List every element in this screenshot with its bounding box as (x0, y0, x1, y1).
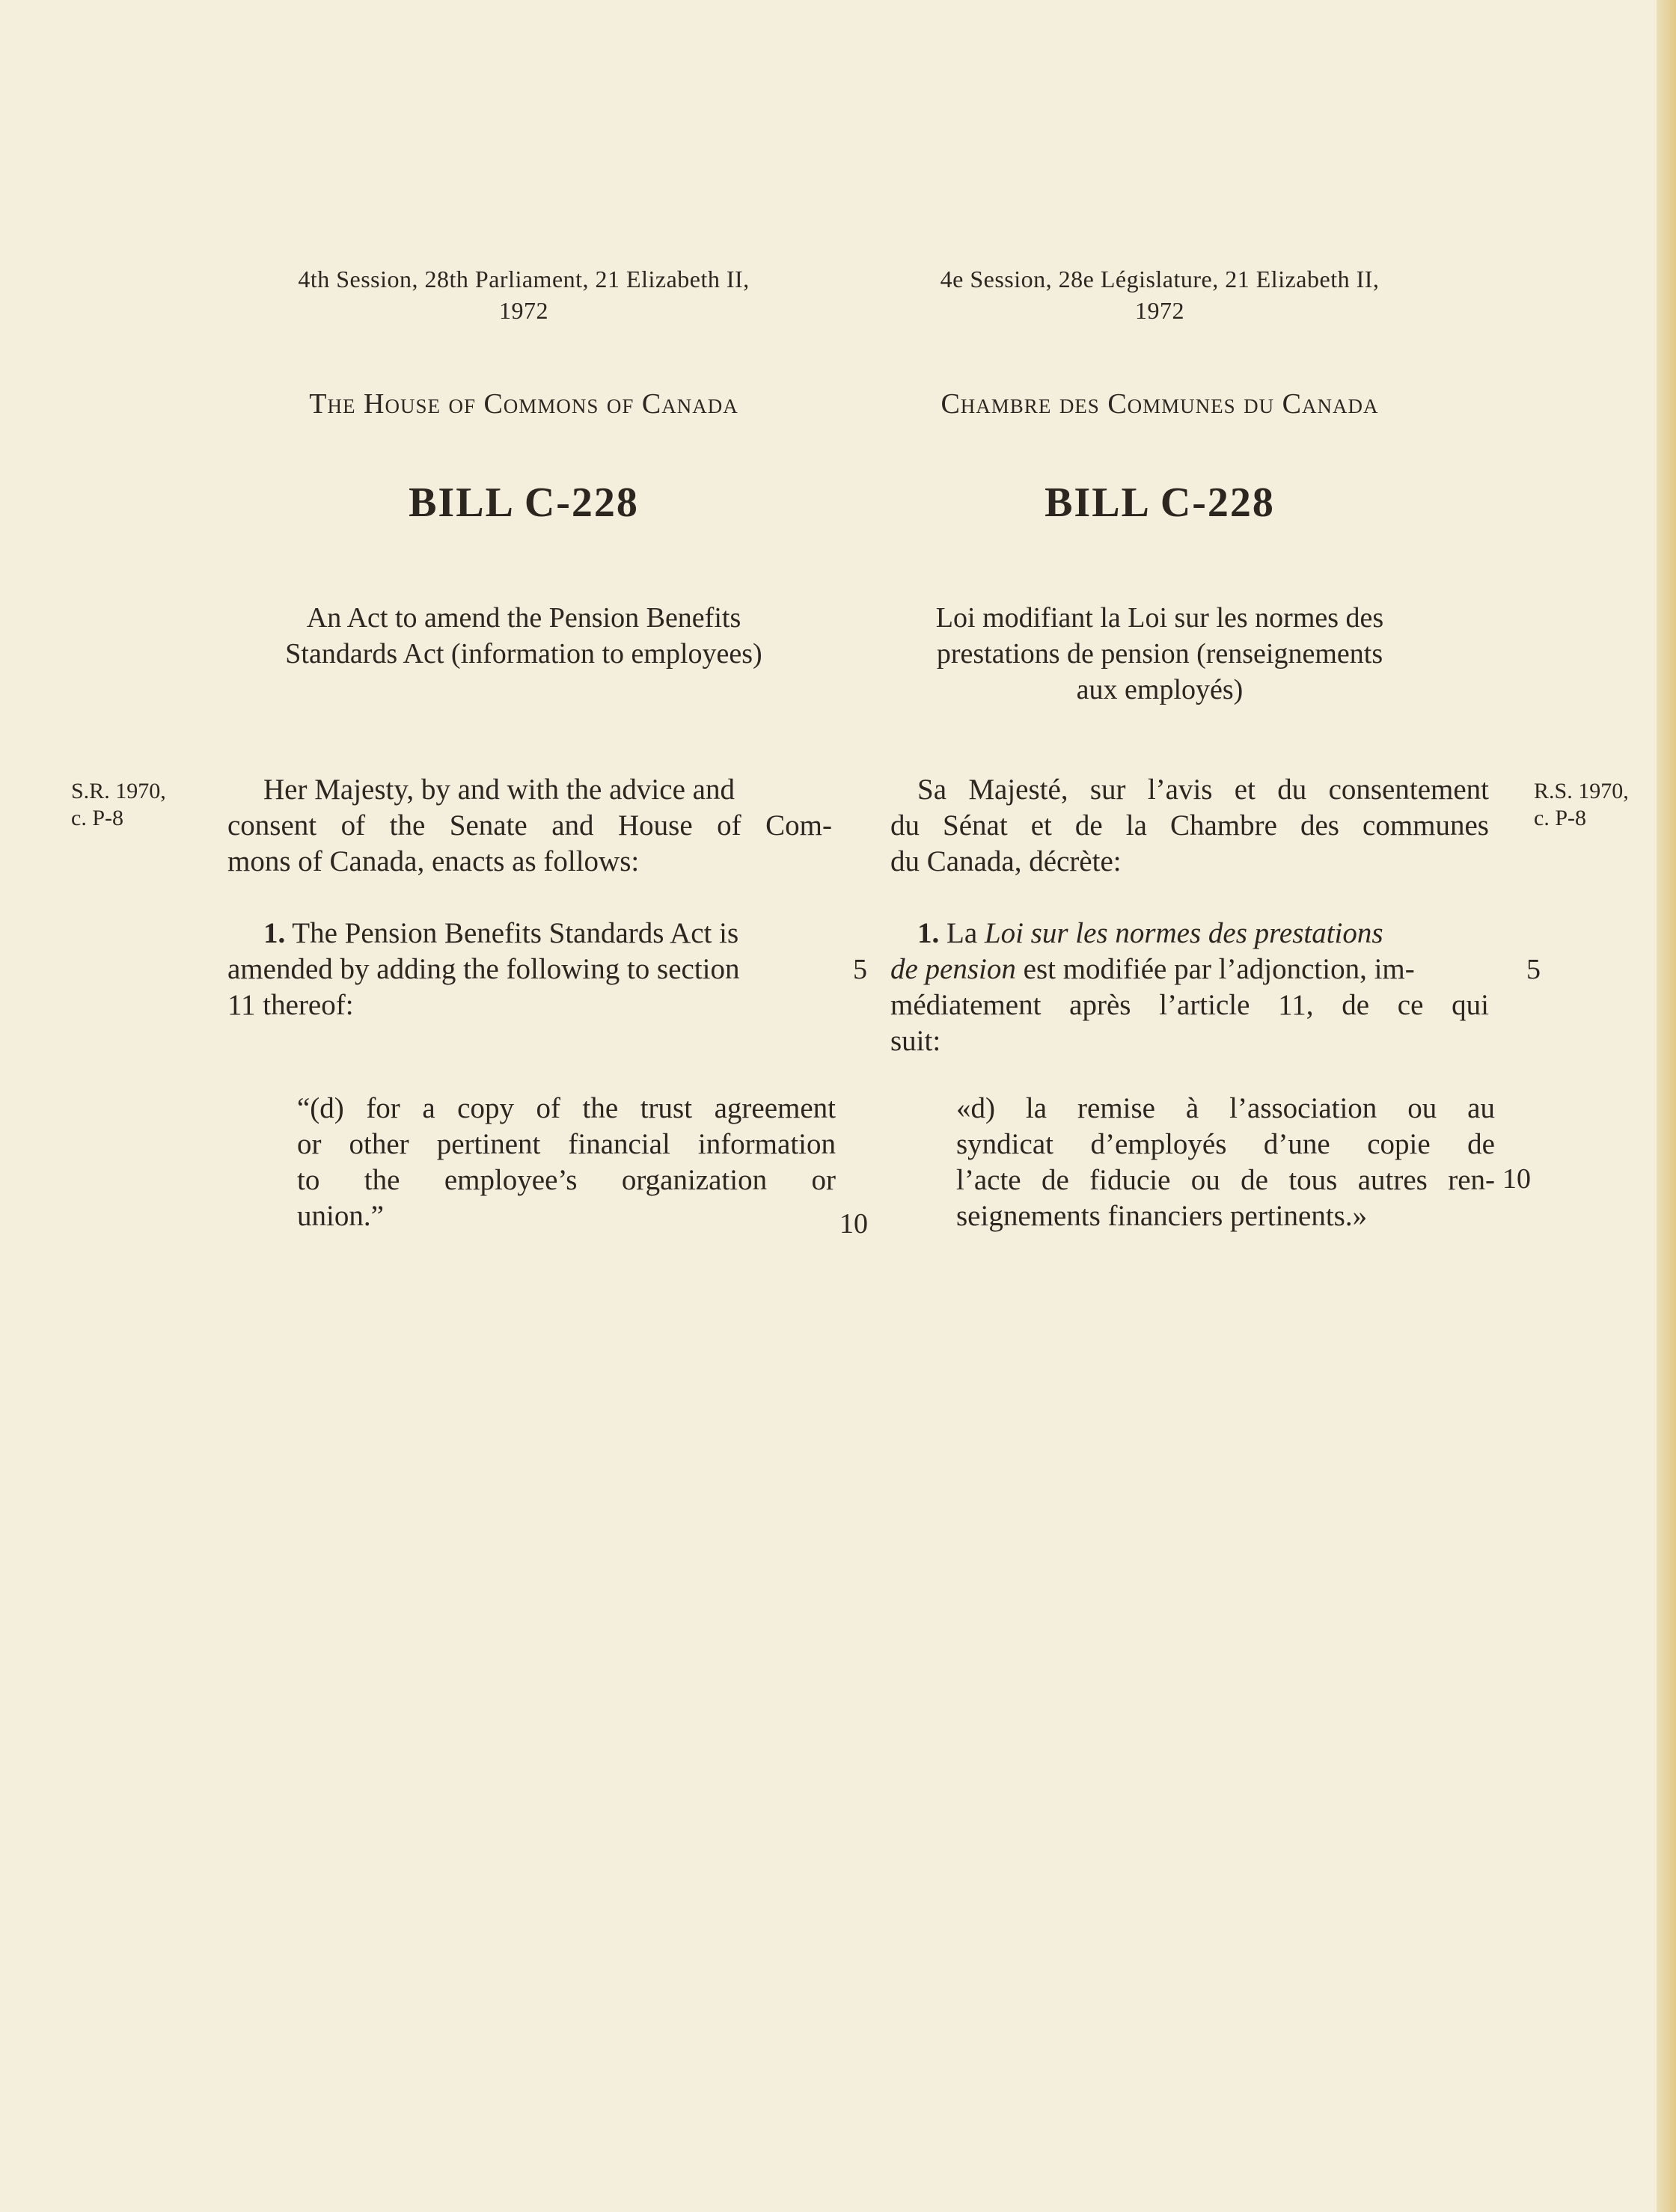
en-section-line: amended by adding the following to section (227, 953, 740, 985)
fr-enacting-line: du Sénat et de la Chambre des communes (890, 809, 1489, 842)
fr-clause-line: «d) la remise à l’association ou au (956, 1092, 1495, 1124)
fr-section-number: 1. (917, 917, 940, 949)
fr-bill-number: BILL C-228 (1045, 480, 1275, 526)
page-edge-shadow (1657, 0, 1676, 2212)
en-enacting-clause (227, 772, 832, 880)
fr-bill-title (868, 600, 1452, 708)
en-marginal-line: c. P-8 (71, 806, 123, 830)
en-line-number-5: 5 (853, 954, 867, 985)
en-marginal-line: S.R. 1970, (71, 779, 166, 803)
fr-section-text: La (939, 917, 985, 949)
en-section-number: 1. (263, 917, 286, 949)
en-clause-line: “(d) for a copy of the trust agreement (297, 1092, 836, 1124)
fr-enacting-clause (890, 772, 1489, 880)
fr-session-year: 1972 (1135, 297, 1184, 324)
en-session-header (217, 263, 831, 326)
fr-session-header (868, 263, 1452, 326)
en-clause-line: or other pertinent financial information (297, 1128, 836, 1160)
en-amendment-clause (297, 1091, 836, 1234)
fr-marginal-line: c. P-8 (1534, 806, 1586, 830)
en-session-year: 1972 (499, 297, 548, 324)
fr-session-line: 4e Session, 28e Législature, 21 Elizabeth II, (940, 266, 1380, 292)
en-bill-number: BILL C-228 (409, 480, 639, 526)
fr-enacting-line: du Canada, décrète: (890, 845, 1122, 877)
fr-section-text: est modifiée par l’adjonction, im- (1015, 953, 1415, 985)
fr-marginal-note (1534, 778, 1669, 832)
fr-section-1 (890, 916, 1489, 1059)
en-section-text: The Pension Benefits Standards Act is (285, 917, 739, 949)
en-title-line: Standards Act (information to employees) (285, 638, 762, 670)
fr-marginal-line: R.S. 1970, (1534, 779, 1629, 803)
fr-enacting-line: Sa Majesté, sur l’avis et du consentement (917, 773, 1489, 806)
fr-act-name: Loi sur les normes des prestations (984, 917, 1383, 949)
en-house-name: The House of Commons of Canada (309, 388, 738, 420)
fr-section-line: suit: (890, 1025, 941, 1057)
en-enacting-line: consent of the Senate and House of Com- (227, 809, 832, 842)
fr-act-name: de pension (890, 953, 1016, 985)
fr-title-line: prestations de pension (renseignements (936, 638, 1383, 670)
en-section-line: 11 thereof: (227, 989, 354, 1021)
fr-section-line: médiatement après l’article 11, de ce qui (890, 989, 1489, 1021)
fr-title-line: Loi modifiant la Loi sur les normes des (935, 602, 1384, 634)
en-bill-title (217, 600, 831, 672)
en-enacting-line: Her Majesty, by and with the advice and (263, 773, 735, 806)
en-marginal-note (71, 778, 221, 832)
fr-line-number-10: 10 (1502, 1163, 1531, 1195)
en-line-number-10: 10 (839, 1208, 868, 1240)
fr-house-name: Chambre des Communes du Canada (941, 388, 1379, 420)
fr-title-line: aux employés) (1076, 674, 1244, 705)
en-clause-line: union.” (297, 1200, 384, 1232)
fr-clause-line: syndicat d’employés d’une copie de (956, 1128, 1495, 1160)
fr-clause-line: seignements financiers pertinents.» (956, 1200, 1368, 1232)
en-enacting-line: mons of Canada, enacts as follows: (227, 845, 640, 877)
en-session-line: 4th Session, 28th Parliament, 21 Elizabeth II, (298, 266, 750, 292)
fr-clause-line: l’acte de fiducie ou de tous autres ren- (956, 1164, 1495, 1196)
fr-amendment-clause (956, 1091, 1495, 1234)
fr-line-number-5: 5 (1526, 954, 1541, 985)
en-section-1 (227, 916, 832, 1023)
en-title-line: An Act to amend the Pension Benefits (306, 602, 741, 634)
en-clause-line: to the employee’s organization or (297, 1164, 836, 1196)
